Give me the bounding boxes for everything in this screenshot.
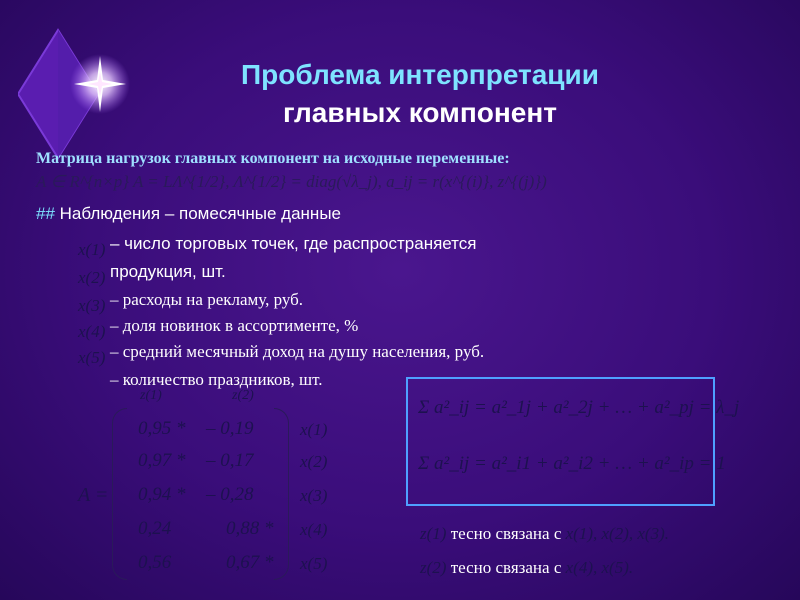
matrix-row-variable: x(4) <box>300 520 328 539</box>
relation-z2 <box>420 558 633 578</box>
variable-symbol: x(4) <box>78 322 106 341</box>
matrix-cell: 0,94 * <box>138 484 186 505</box>
subtitle: Матрица нагрузок главных компонент на исходные переменные: <box>36 150 510 167</box>
variable-description-cont: продукция, шт. <box>110 262 226 281</box>
note-marker: ## <box>36 204 55 223</box>
relation-component: z(2) <box>420 558 447 577</box>
matrix-cell: – 0,17 <box>206 450 254 471</box>
equations-box <box>406 377 740 506</box>
matrix-cell: 0,24 <box>138 518 172 539</box>
variable-symbol: x(5) <box>78 348 106 367</box>
matrix-column-header: z(2) <box>232 388 254 403</box>
relation-variables: x(1), x(2), x(3). <box>565 524 669 543</box>
matrix-column-header: z(1) <box>140 388 162 403</box>
relation-z1 <box>420 524 669 544</box>
matrix-left-bracket <box>112 408 127 580</box>
matrix-cell: 0,56 <box>138 552 172 573</box>
matrix-cell: – 0,28 <box>206 484 254 505</box>
matrix-cell: 0,97 * <box>138 450 186 471</box>
note-text: Наблюдения – помесячные данные <box>59 204 341 223</box>
title-line-2: главных компонент <box>283 97 557 128</box>
relation-component: z(1) <box>420 524 447 543</box>
variable-symbol: x(1) <box>78 240 106 259</box>
variable-symbol: x(3) <box>78 296 106 315</box>
matrix-cell: 0,88 * <box>226 518 274 539</box>
variable-description: – расходы на рекламу, руб. <box>110 290 304 309</box>
equation-column-sum: Σ a²_ij = a²_1j + a²_2j + … + a²_pj = λ_j <box>418 397 740 418</box>
relation-text: тесно связана с <box>450 558 562 577</box>
variable-description: – число торговых точек, где распространяется <box>110 234 477 253</box>
matrix-right-bracket <box>274 408 289 580</box>
equation-row-sum: Σ a²_ij = a²_i1 + a²_i2 + … + a²_ip = 1 <box>418 453 726 474</box>
pyramid-star-logo <box>18 22 158 162</box>
matrix-row-variable: x(2) <box>300 452 328 471</box>
matrix-row-variable: x(3) <box>300 486 328 505</box>
title-line-1: Проблема интерпретации <box>241 59 599 90</box>
matrix-cell: 0,67 * <box>226 552 274 573</box>
matrix-row-variable: x(1) <box>300 420 328 439</box>
relation-text: тесно связана с <box>450 524 562 543</box>
variable-description: – средний месячный доход на душу населения, руб. <box>110 342 485 361</box>
relation-variables: x(4), x(5). <box>565 558 634 577</box>
observation-note <box>36 203 396 225</box>
loading-formula: A ∈ R^{n×p} A = LΛ^{1/2}, Λ^{1/2} = diag(√λ_j), a_ij = r(x^{(i)}, z^{(j)}) <box>36 172 547 191</box>
matrix-cell: 0,95 * <box>138 418 186 439</box>
matrix-row-variable: x(5) <box>300 554 328 573</box>
matrix-label: A = <box>78 484 109 506</box>
matrix-cell: – 0,19 <box>206 418 254 439</box>
variable-description: – количество праздников, шт. <box>110 370 323 389</box>
variable-symbol: x(2) <box>78 268 106 287</box>
variable-description: – доля новинок в ассортименте, % <box>110 316 359 335</box>
